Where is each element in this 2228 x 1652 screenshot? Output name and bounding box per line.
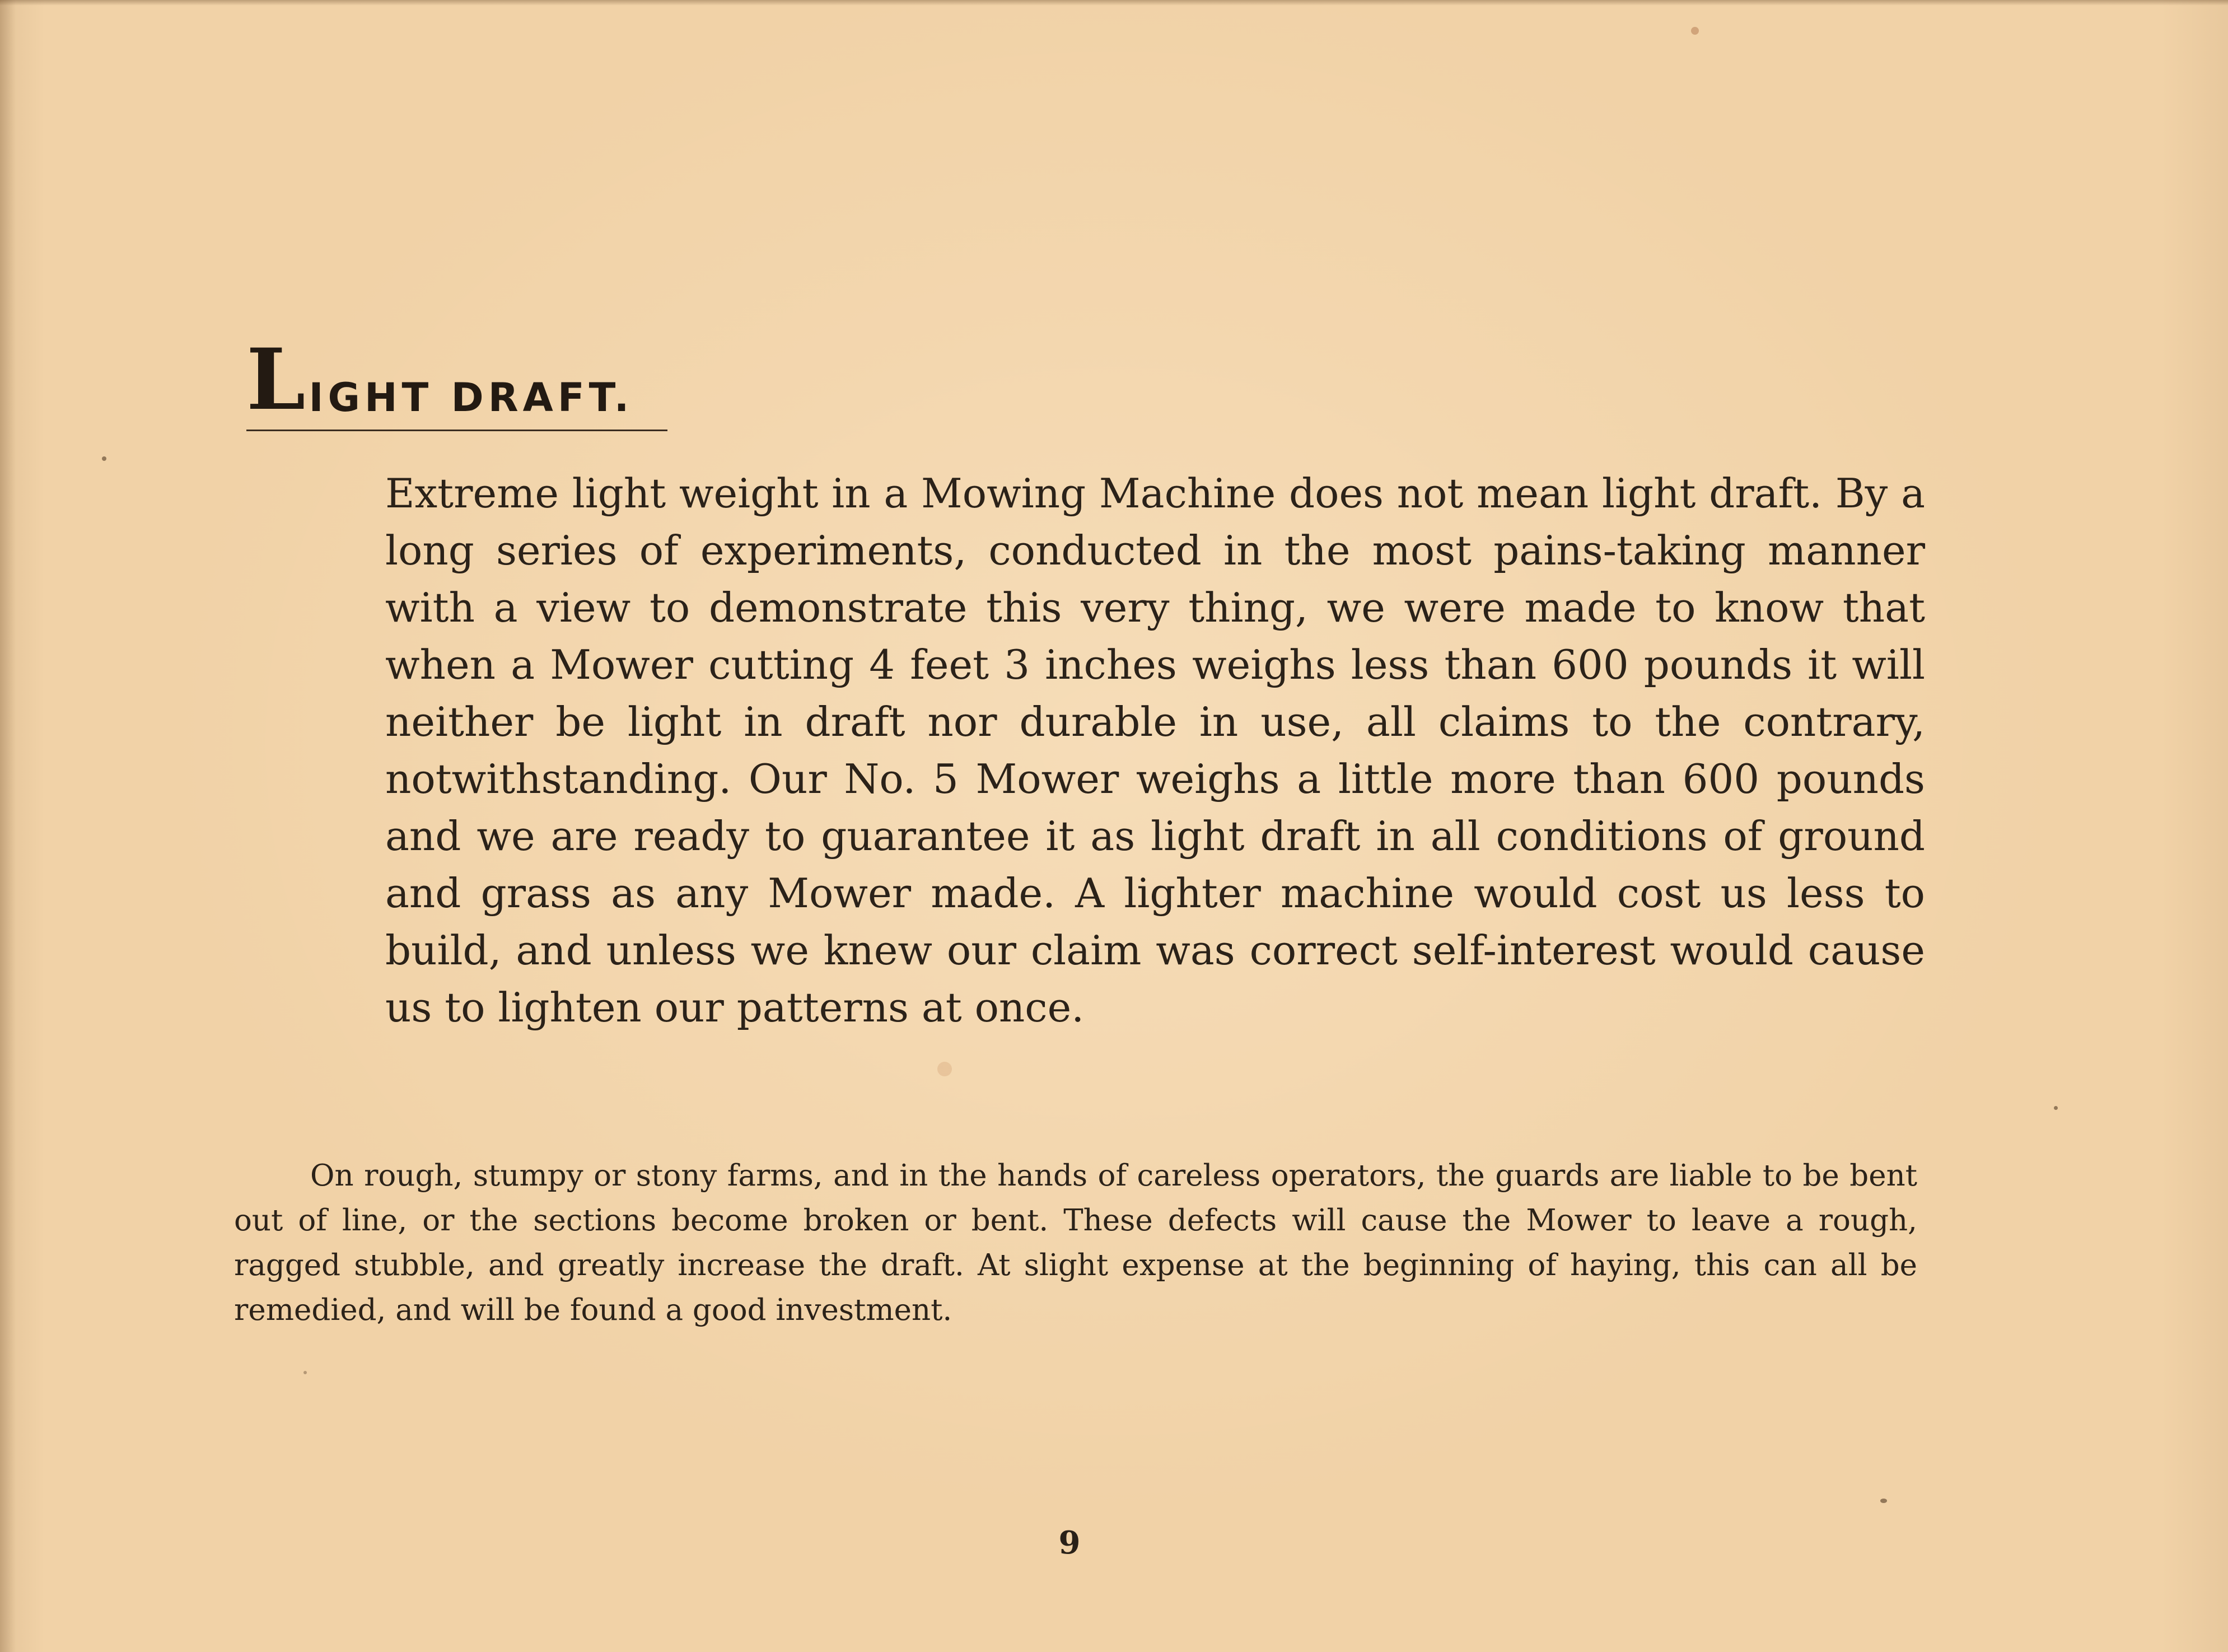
section-heading (246, 330, 667, 431)
paper-speck (102, 456, 106, 461)
paper-speck (1880, 1499, 1887, 1503)
page-number: 9 (1058, 1524, 1081, 1561)
paper-speck (2054, 1106, 2058, 1110)
heading-initial-letter: L (246, 330, 306, 429)
page-top-edge (0, 0, 2228, 6)
paper-speck (937, 1062, 952, 1076)
main-paragraph: Extreme light weight in a Mowing Machine does not mean light draft. By a long series of experiments, conducted in the most pains-taking manner with a view to demonstrate this very thing, we were made to know that when a Mower cutting 4 feet 3 inches weighs less than 600 pounds it will neither be light in draft nor durable in use, all claims to the contrary, notwithstanding. Our No. 5 Mower weighs a little more than 600 pounds and we are ready to guarantee it as light draft in all conditions of ground and grass as any Mower made. A lighter machine would cost us less to build, and unless we knew our claim was correct self-interest would cause us to lighten our patterns at once. (385, 470, 1925, 1031)
page-binding-edge (0, 0, 16, 1652)
note-paragraph: On rough, stumpy or stony farms, and in the hands of careless operators, the guards are liable to be bent out of line, or the sections become broken or bent. These defects will cause the Mower to leave a rough, ragged stubble, and greatly increase the draft. At slight expense at the beginning of haying, this can all be remedied, and will be found a good investment. (234, 1159, 1917, 1327)
heading-text: IGHT DRAFT. (309, 375, 634, 421)
paper-speck (303, 1371, 307, 1374)
paper-speck (1691, 27, 1699, 35)
